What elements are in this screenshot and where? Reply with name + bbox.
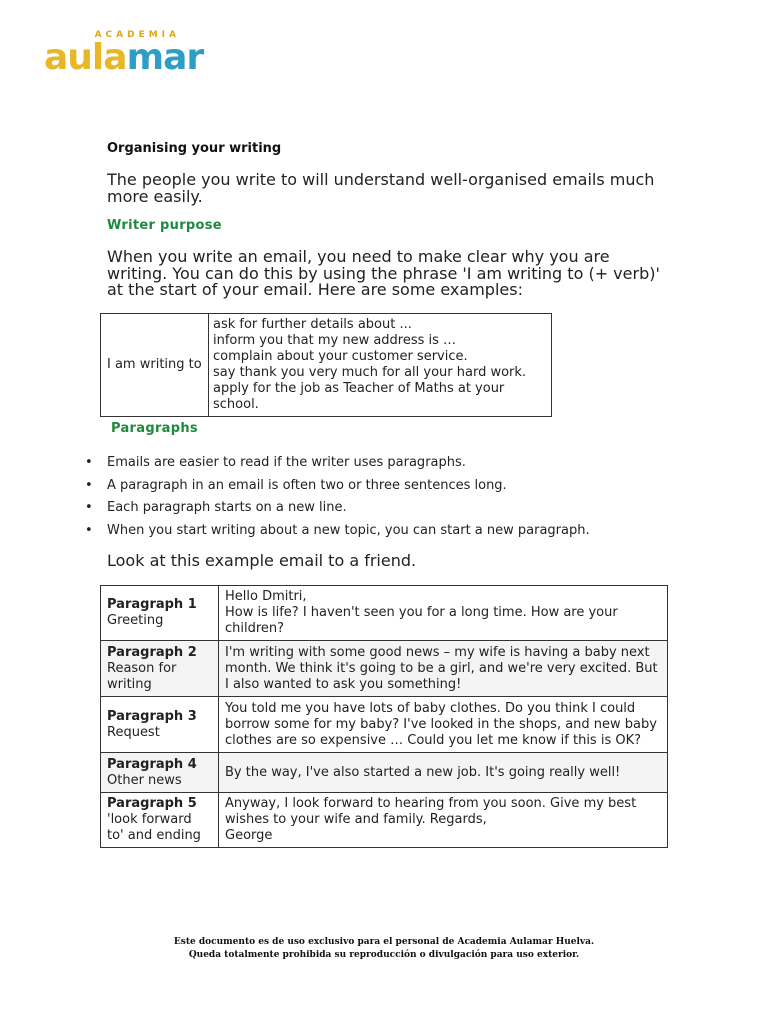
paragraph-desc: Other news bbox=[107, 772, 182, 788]
paragraph-name: Paragraph 3 bbox=[107, 708, 197, 724]
paragraph-desc: Request bbox=[107, 724, 160, 740]
table-row bbox=[101, 793, 668, 848]
list-item bbox=[85, 477, 590, 500]
paragraph-text-cell bbox=[219, 586, 668, 641]
paragraph-desc: Reason for writing bbox=[107, 660, 177, 692]
footer-line-2: Queda totalmente prohibida su reproducción o divulgación para uso exterior. bbox=[188, 950, 580, 960]
email-line: Anyway, I look forward to hearing from you soon. Give my best wishes to your wife and family. Regards, bbox=[225, 796, 637, 827]
list-item-text: A paragraph in an email is often two or three sentences long. bbox=[107, 477, 507, 493]
paragraph-label-cell bbox=[101, 641, 219, 697]
bullet-icon: • bbox=[85, 522, 93, 538]
list-item bbox=[85, 454, 590, 477]
purpose-item: inform you that my new address is … bbox=[213, 333, 457, 348]
purpose-item: apply for the job as Teacher of Maths at your school. bbox=[213, 381, 505, 412]
paragraph-text-cell bbox=[219, 697, 668, 753]
paragraph-name: Paragraph 5 bbox=[107, 796, 197, 811]
example-email-table bbox=[100, 585, 668, 848]
writer-purpose-text: When you write an email, you need to make clear why you are writing. You can do this by using the phrase 'I am writing to (+ verb)' at the start of your email. Here are some examples: bbox=[107, 247, 660, 299]
email-line: You told me you have lots of baby clothes. Do you think I could borrow some for my baby? I've looked in the shops, and new baby clothes are so expensive … Could you let me know if this is OK? bbox=[225, 700, 657, 748]
paragraph-label-cell bbox=[101, 586, 219, 641]
academy-logo bbox=[44, 30, 204, 86]
purpose-item: ask for further details about ... bbox=[213, 317, 412, 332]
bullet-icon: • bbox=[85, 477, 93, 493]
bullet-icon: • bbox=[85, 500, 93, 515]
list-item bbox=[85, 499, 590, 522]
intro-text: The people you write to will understand well-organised emails much more easily. bbox=[107, 170, 655, 206]
logo-wordmark bbox=[44, 38, 203, 78]
paragraph-text-cell bbox=[219, 793, 668, 848]
page-title: Organising your writing bbox=[107, 141, 282, 156]
footer-line-1: Este documento es de uso exclusivo para el personal de Academia Aulamar Huelva. bbox=[173, 937, 595, 947]
paragraph-label-cell bbox=[101, 753, 219, 793]
section-writer-purpose-title: Writer purpose bbox=[107, 218, 222, 233]
purpose-item: complain about your customer service. bbox=[213, 349, 468, 364]
writing-purpose-items bbox=[209, 314, 552, 417]
paragraph-label-cell bbox=[101, 793, 219, 848]
paragraph-name: Paragraph 1 bbox=[107, 597, 197, 612]
email-line: George bbox=[225, 828, 273, 843]
table-row bbox=[101, 753, 668, 793]
paragraph-desc: Greeting bbox=[107, 613, 164, 628]
list-item-text: When you start writing about a new topic, you can start a new paragraph. bbox=[107, 522, 590, 538]
table-row bbox=[101, 586, 668, 641]
writing-purpose-table bbox=[100, 313, 552, 417]
example-intro-text: Look at this example email to a friend. bbox=[107, 551, 417, 570]
email-line: How is life? I haven't seen you for a long time. How are your children? bbox=[225, 605, 618, 636]
purpose-item: say thank you very much for all your hard work. bbox=[213, 365, 527, 380]
paragraph-text-cell bbox=[219, 641, 668, 697]
paragraph-desc: 'look forward to' and ending bbox=[107, 812, 201, 843]
writing-purpose-label: I am writing to bbox=[101, 314, 209, 417]
paragraph-label-cell bbox=[101, 697, 219, 753]
paragraph-name: Paragraph 2 bbox=[107, 644, 197, 660]
document-footer bbox=[0, 936, 768, 962]
paragraph-tips-list bbox=[85, 454, 590, 544]
logo-mar-text: mar bbox=[126, 37, 204, 78]
table-row bbox=[101, 641, 668, 697]
email-line: I'm writing with some good news – my wife is having a baby next month. We think it's going to be a girl, and we're very excited. But I also wanted to ask you something! bbox=[225, 644, 658, 692]
list-item-text: Each paragraph starts on a new line. bbox=[107, 500, 347, 515]
list-item-text: Emails are easier to read if the writer uses paragraphs. bbox=[107, 455, 466, 470]
paragraph-text-cell bbox=[219, 753, 668, 793]
paragraph-name: Paragraph 4 bbox=[107, 756, 197, 772]
bullet-icon: • bbox=[85, 455, 93, 470]
section-paragraphs-title: Paragraphs bbox=[111, 421, 198, 436]
table-row bbox=[101, 697, 668, 753]
list-item bbox=[85, 522, 590, 545]
logo-aula-text: aula bbox=[44, 37, 127, 78]
email-line: By the way, I've also started a new job. It's going really well! bbox=[225, 764, 621, 780]
logo-academia-text: ACADEMIA bbox=[94, 30, 180, 40]
email-line: Hello Dmitri, bbox=[225, 589, 307, 604]
